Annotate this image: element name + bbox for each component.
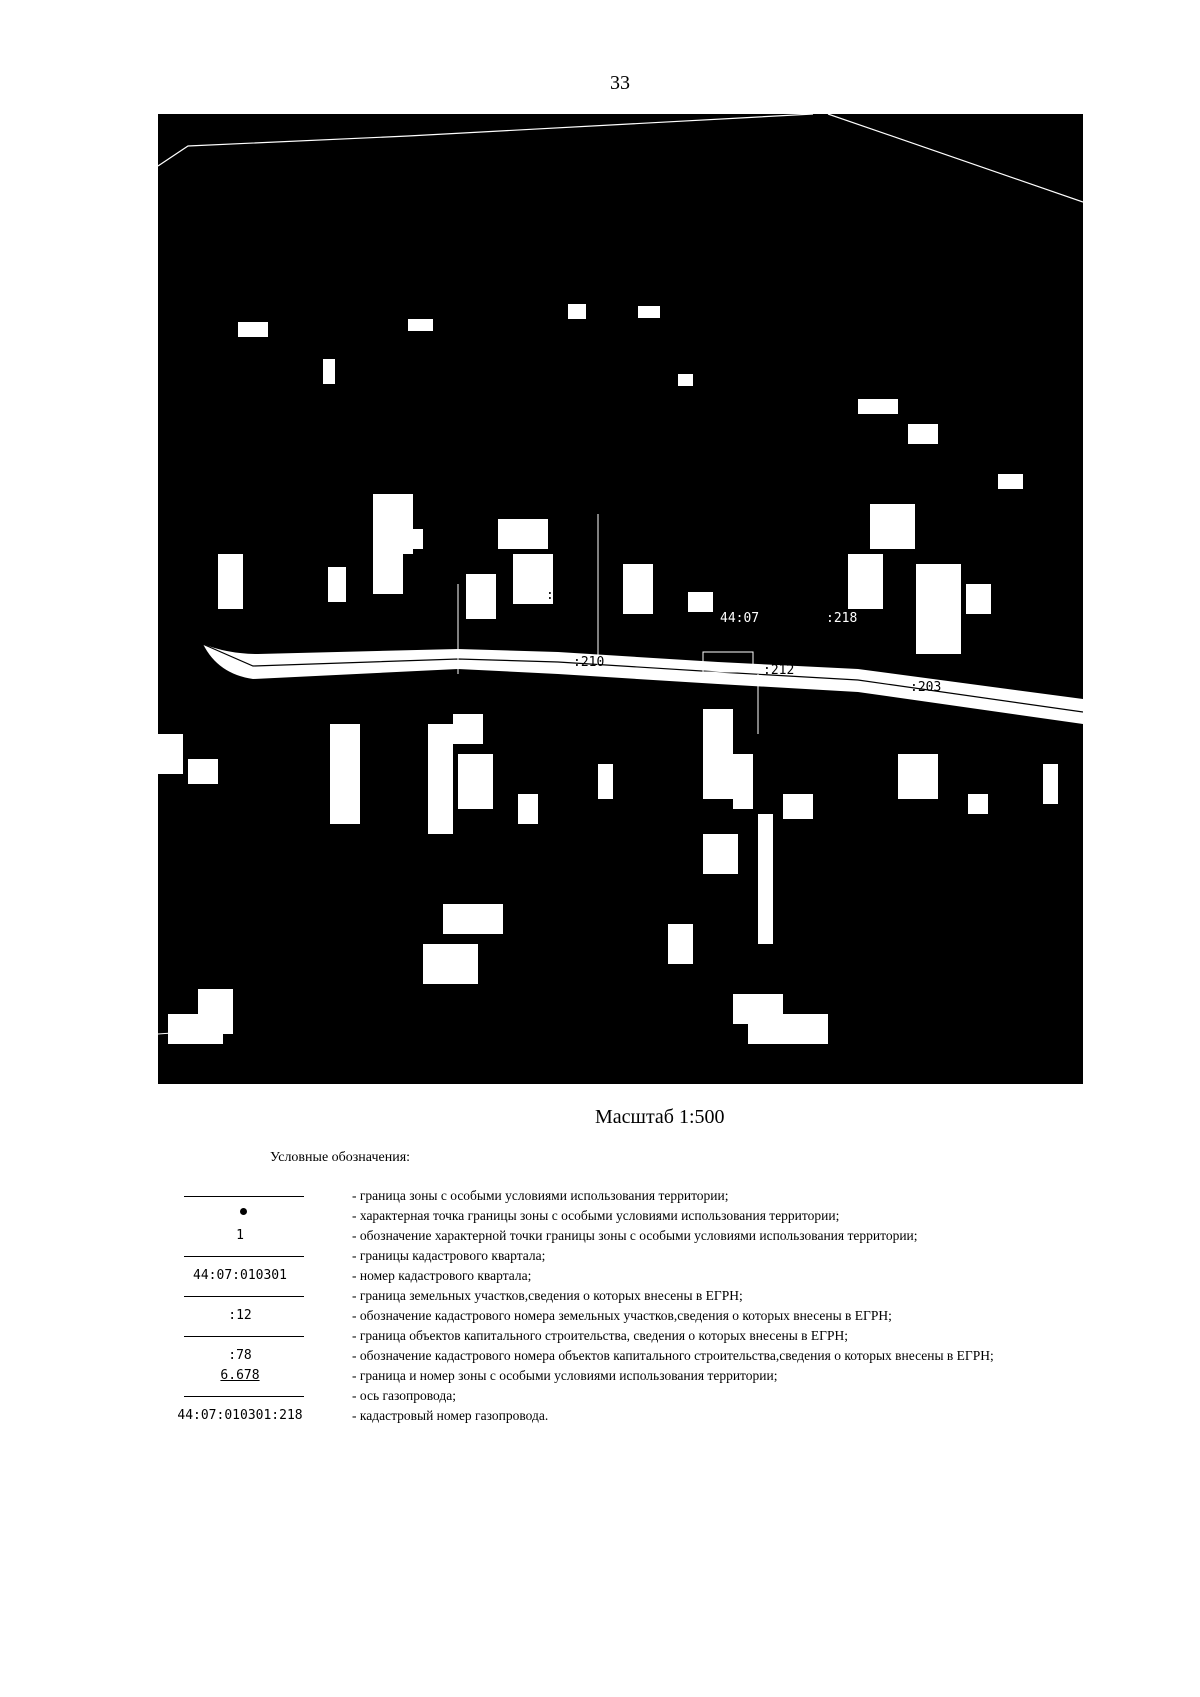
legend-row-point-label: [0, 1226, 1200, 1246]
legend-symbol-gas-number: 44:07:010301:218: [177, 1408, 303, 1423]
scale-label: Масштаб 1:500: [595, 1106, 725, 1128]
legend-row-zone-point: [0, 1206, 1200, 1226]
road: [203, 644, 1083, 724]
legend-desc: - граница и номер зоны с особыми условиями использования территории;: [352, 1368, 778, 1383]
legend-desc: - кадастровый номер газопровода.: [352, 1408, 549, 1423]
legend-row-building-boundary: [0, 1326, 1200, 1346]
legend-desc: - обозначение кадастрового номера земельных участков,сведения о которых внесены в ЕГРН;: [352, 1308, 892, 1323]
legend-row-gas-number: [0, 1406, 1200, 1426]
legend-desc: - обозначение характерной точки границы зоны с особыми условиями использования территории;: [352, 1228, 918, 1243]
legend-desc: - номер кадастрового квартала;: [352, 1268, 532, 1283]
legend-desc: - характерная точка границы зоны с особыми условиями использования территории;: [352, 1208, 840, 1223]
legend-symbol-zone-boundary: [160, 1186, 305, 1206]
legend-symbol-parcel-number: :12: [228, 1308, 252, 1323]
legend-desc: - граница зоны с особыми условиями использования территории;: [352, 1188, 729, 1203]
legend-symbol-quarter-number: 44:07:010301: [193, 1268, 287, 1283]
legend-symbol-zone-number: 6.678: [220, 1368, 260, 1383]
legend-desc: - ось газопровода;: [352, 1388, 456, 1403]
legend-title: Условные обозначения:: [270, 1150, 411, 1165]
legend-symbol-point-label: 1: [236, 1228, 244, 1243]
zone-boundary-top-right: [828, 114, 1083, 202]
legend-row-parcel-number: [0, 1306, 1200, 1326]
legend-row-zone-boundary: [0, 1186, 1200, 1206]
map-label-gas-218: :218: [826, 611, 858, 626]
legend-symbol-parcel-boundary: [160, 1286, 305, 1306]
legend-row-gas-axis: [0, 1386, 1200, 1406]
buildings-south: [158, 709, 1058, 1044]
legend-symbol-building-number: :78: [228, 1348, 252, 1363]
map-label-building-78: :78: [546, 588, 570, 603]
map-label-parcel-203: :203: [910, 680, 942, 695]
legend-desc: - граница земельных участков,сведения о которых внесены в ЕГРН;: [352, 1288, 743, 1303]
legend-symbol-gas-axis: [160, 1386, 305, 1406]
legend-row-quarter-boundary: [0, 1246, 1200, 1266]
map-label-quarter: 44:07: [720, 611, 760, 626]
point-dot-icon: [240, 1208, 247, 1215]
map-label-parcel-212: :212: [763, 663, 795, 678]
legend-symbol-point: [160, 1206, 305, 1226]
legend-row-building-number: [0, 1346, 1200, 1366]
legend-symbol-quarter-boundary: [160, 1246, 305, 1266]
legend-desc: - граница объектов капитального строительства, сведения о которых внесены в ЕГРН;: [352, 1328, 848, 1343]
legend-desc: - обозначение кадастрового номера объектов капитального строительства,сведения о которых внесены в ЕГРН;: [352, 1348, 994, 1363]
legend-row-parcel-boundary: [0, 1286, 1200, 1306]
zone-boundary-top: [158, 114, 813, 166]
legend-row-quarter-number: [0, 1266, 1200, 1286]
legend-desc: - границы кадастрового квартала;: [352, 1248, 546, 1263]
page-number: 33: [610, 72, 630, 94]
legend-row-zone-number: [0, 1366, 1200, 1386]
legend-symbol-building-boundary: [160, 1326, 305, 1346]
aerial-map: [158, 114, 1083, 1084]
legend: [0, 1186, 1200, 1426]
buildings-north: [218, 304, 1023, 654]
map-label-parcel-210: :210: [573, 655, 605, 670]
